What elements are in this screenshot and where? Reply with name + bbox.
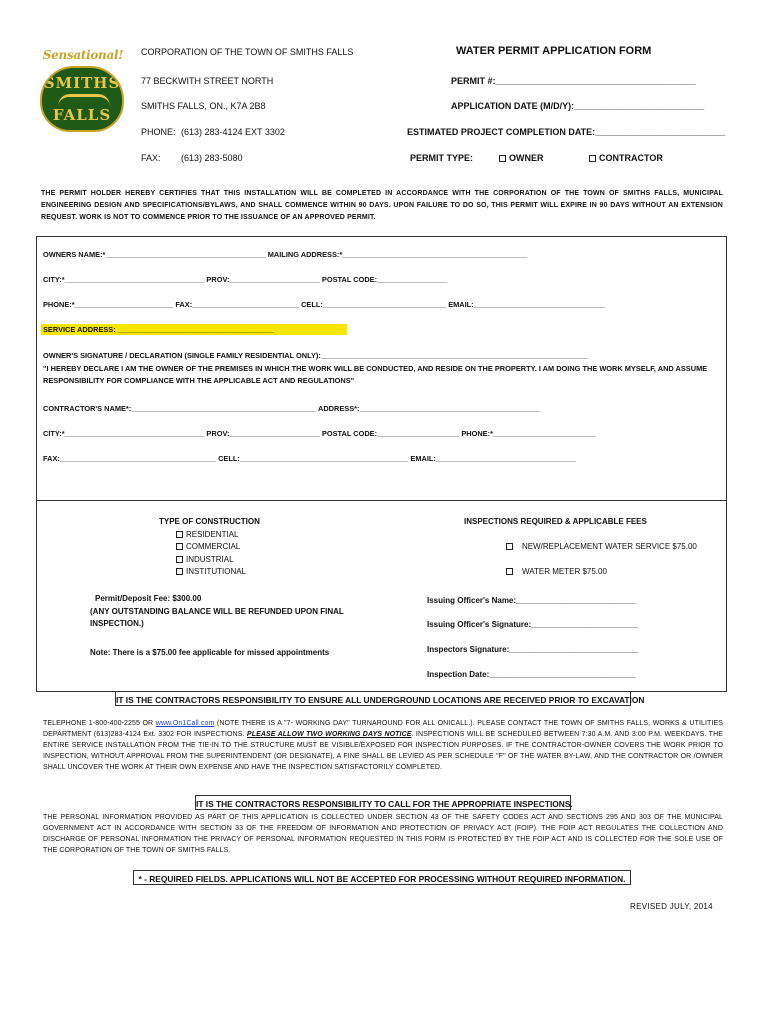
on1call-link[interactable]: www.On1Call.com (155, 720, 215, 727)
org-name: CORPORATION OF THE TOWN OF SMITHS FALLS (141, 47, 354, 57)
water-meter-label: WATER METER $75.00 (522, 567, 607, 576)
owner-option-label: OWNER (509, 153, 544, 163)
logo-script-text: Sensational! (42, 48, 124, 62)
logo-text-falls: FALLS (52, 106, 112, 124)
phone-label: PHONE: (141, 127, 176, 137)
inspections-heading: INSPECTIONS REQUIRED & APPLICABLE FEES (464, 517, 647, 526)
issuing-officer-signature-field[interactable]: Issuing Officer's Signature:________________________ (427, 620, 638, 629)
contractor-name-field[interactable]: CONTRACTOR'S NAME*:_____________________________________________ ADDRESS*:____________________________________________ (43, 404, 541, 413)
owner-phone-field[interactable]: PHONE:*________________________ FAX:__________________________ CELL:______________________________ EMAIL:________________________________ (43, 300, 606, 309)
industrial-checkbox[interactable] (176, 556, 183, 563)
org-city: SMITHS FALLS, ON., K7A 2B8 (141, 101, 266, 111)
permit-type-contractor[interactable] (589, 153, 663, 163)
completion-date-field[interactable]: ESTIMATED PROJECT COMPLETION DATE:__________________________ (407, 127, 726, 137)
contractor-option-label: CONTRACTOR (599, 153, 663, 163)
instructions-part2: (NOTE THERE IS A "7- WORKING DAY" TURNAROUND FOR ALL ONICALL.). PLEASE CONTACT THE TOWN OF SMITHS FALLS, WORKS & UTILITIES DEPARTMENT (613)283-4124 Ext. 3302 FOR INSPECTIONS. (43, 720, 723, 738)
contractor-checkbox[interactable] (589, 155, 596, 162)
logo-seal (40, 66, 124, 132)
revision-date: REVISED JULY, 2014 (630, 902, 713, 911)
inspections-banner: IT IS THE CONTRACTORS RESPONSIBILITY TO CALL FOR THE APPROPRIATE INSPECTIONS. (195, 795, 571, 810)
fax-value: (613) 283-5080 (181, 153, 243, 163)
inspection-date-field[interactable]: Inspection Date:_________________________________ (427, 670, 637, 679)
box-divider (36, 500, 727, 501)
inspector-signature-field[interactable]: Inspectors Signature:_____________________________ (427, 645, 639, 654)
contractor-fax-field[interactable]: FAX:______________________________________ CELL:_________________________________________ EMAIL:__________________________________ (43, 454, 576, 463)
inspection-instructions (43, 718, 723, 773)
residential-label: RESIDENTIAL (186, 530, 239, 539)
permit-type-owner[interactable] (499, 153, 544, 163)
fax-label: FAX: (141, 153, 161, 163)
instructions-part1: TELEPHONE 1-800-400-2255 OR (43, 720, 156, 727)
deposit-fee: Permit/Deposit Fee: $300.00 (95, 594, 202, 603)
owner-checkbox[interactable] (499, 155, 506, 162)
notice-emphasis: PLEASE ALLOW TWO WORKING DAYS NOTICE (246, 731, 412, 738)
construction-option-industrial[interactable] (176, 555, 234, 564)
residential-checkbox[interactable] (176, 531, 183, 538)
certification-text: THE PERMIT HOLDER HEREBY CERTIFIES THAT THIS INSTALLATION WILL BE COMPLETED IN ACCORDANCE WITH THE CORPORATION OF THE TOWN OF SMITHS FALLS, MUNICIPAL ENGINEERING DESIGN AND SPECIFICATIONS/BYLAWS, AND SHALL COMMENCE WITHIN 90 DAYS. UPON FAILURE TO DO SO, THIS PERMIT WILL EXPIRE IN 90 DAYS WITHOUT AN EXTENSION REQUEST. WORK IS NOT TO COMMENCE PRIOR TO THE ISSUANCE OF AN APPROVED PERMIT. (41, 190, 723, 221)
institutional-label: INSTITUTIONAL (186, 567, 247, 576)
construction-option-institutional[interactable] (176, 567, 246, 576)
water-service-label: NEW/REPLACEMENT WATER SERVICE $75.00 (522, 542, 697, 551)
contractor-city-field[interactable]: CITY:*__________________________________ PROV:______________________ POSTAL CODE:____________________ PHONE:*_________________________ (43, 429, 596, 438)
instructions-part3: . INSPECTIONS WILL BE SCHEDULED BETWEEN 7:30 A.M. AND 3:00 P.M. WEEKDAYS. THE ENTIRE SERVICE INSTALLATION FROM THE TIE-IN TO THE STRUCTURE MUST BE VISIBLE/EXPOSED FOR INSPECTION PURPOSES. IF THE CONTRACTOR-OWNER COVERS THE WORK PRIOR TO INSPECTION, WITHOUT APPROVAL FROM THE SUPERINTENDENT (OR DESIGNATE), A FINE SHALL BE LEVIED AS PER SCHEDULE "F" OF THE WATER BY-LAW, AND THE CONTRACTOR OR /OWNER SHALL UNCOVER THE WORK AT THEIR OWN EXPENSE AND HAVE THE INSPECTION SATISFACTORILY COMPLETED. (43, 731, 723, 771)
issuing-officer-name-field[interactable]: Issuing Officer's Name:___________________________ (427, 596, 637, 605)
owner-declaration: "I HEREBY DECLARE I AM THE OWNER OF THE PREMISES IN WHICH THE WORK WILL BE CONDUCTED, AND RESIDE ON THE PROPERTY. I AM DOING THE WORK MYSELF, AND ASSUME RESPONSIBILITY FOR COMPLIANCE WITH THE APPLICABLE ACT AND REGULATIONS" (43, 364, 708, 385)
inspection-option-water-service[interactable] (506, 542, 697, 551)
town-logo (34, 48, 130, 132)
refund-note: (ANY OUTSTANDING BALANCE WILL BE REFUNDED UPON FINAL INSPECTION.) (90, 607, 344, 628)
org-address: 77 BECKWITH STREET NORTH (141, 76, 274, 86)
excavation-banner: IT IS THE CONTRACTORS RESPONSIBILITY TO ENSURE ALL UNDERGROUND LOCATIONS ARE RECEIVED PRIOR TO EXCAVATION (115, 691, 631, 706)
water-service-checkbox[interactable] (506, 543, 513, 550)
construction-option-residential[interactable] (176, 530, 238, 539)
phone-value: (613) 283-4124 EXT 3302 (181, 127, 285, 137)
logo-bridge-icon (58, 94, 110, 106)
owners-name-field[interactable]: OWNERS NAME:*_______________________________________ MAILING ADDRESS:*_____________________________________________ (43, 250, 528, 259)
industrial-label: INDUSTRIAL (186, 555, 234, 564)
construction-option-commercial[interactable] (176, 542, 240, 551)
commercial-label: COMMERCIAL (186, 542, 241, 551)
water-meter-checkbox[interactable] (506, 568, 513, 575)
service-address-field[interactable]: SERVICE ADDRESS: ______________________________________ (41, 324, 347, 335)
application-date-field[interactable]: APPLICATION DATE (M/D/Y):__________________________ (451, 101, 705, 111)
institutional-checkbox[interactable] (176, 568, 183, 575)
construction-heading: TYPE OF CONSTRUCTION (159, 517, 260, 526)
owner-signature-field[interactable]: OWNER'S SIGNATURE / DECLARATION (SINGLE FAMILY RESIDENTIAL ONLY):_________________________________________________________________ (43, 351, 588, 360)
missed-appointment-note: Note: There is a $75.00 fee applicable for missed appointments (90, 648, 330, 657)
commercial-checkbox[interactable] (176, 543, 183, 550)
form-title: WATER PERMIT APPLICATION FORM (456, 45, 652, 57)
privacy-notice: THE PERSONAL INFORMATION PROVIDED AS PART OF THIS APPLICATION IS COLLECTED UNDER SECTION 43 OF THE SAFETY CODES ACT AND SECTIONS 295 AND 303 OF THE MUNICIPAL GOVERNMENT ACT IN ACCORDANCE WITH SECTION 33 OF THE FREEDOM OF INFORMATION AND PROTECTION OF PRIVACY ACT (FOIP). THE FOIP ACT REGULATES THE COLLECTION AND DISCHARGE OF PERSONAL INFORMATION THE PRIVACY OF PERSONAL INFORMATION REQUESTED IN THIS FORM IS PROTECTED BY THE FOIP ACT AND IS COLLECTED FOR THE SOLE USE OF THE CORPORATION OF THE TOWN OF SMITHS FALLS. (43, 814, 723, 854)
permit-number-field[interactable]: PERMIT #:________________________________________ (451, 76, 696, 86)
permit-type-label: PERMIT TYPE: (410, 153, 474, 163)
owner-city-field[interactable]: CITY:*__________________________________ PROV:______________________ POSTAL CODE:_________________ (43, 275, 447, 284)
inspection-option-water-meter[interactable] (506, 567, 607, 576)
logo-text-smiths: SMITHS (43, 74, 121, 92)
required-fields-banner: * - REQUIRED FIELDS. APPLICATIONS WILL NOT BE ACCEPTED FOR PROCESSING WITHOUT REQUIRED INFORMATION. (133, 870, 631, 885)
